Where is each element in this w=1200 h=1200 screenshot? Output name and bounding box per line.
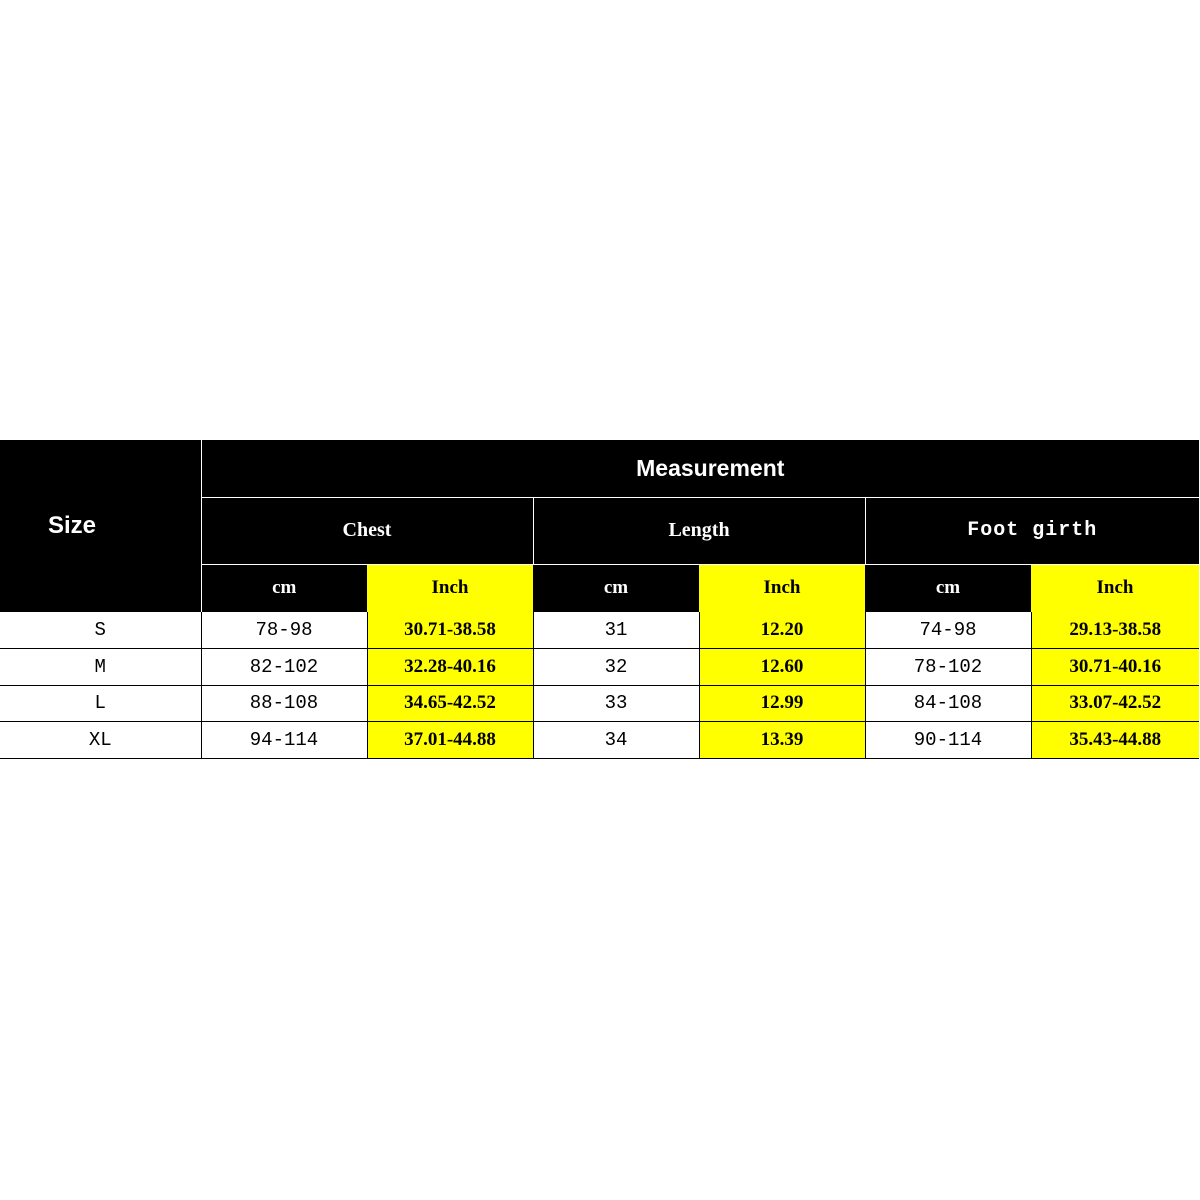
chest-inch-cell: 30.71-38.58 <box>367 612 533 649</box>
foot-girth-cm-cell: 84-108 <box>865 685 1031 722</box>
size-cell: L <box>0 685 201 722</box>
foot-girth-inch-cell: 30.71-40.16 <box>1031 649 1199 686</box>
length-cm-cell: 33 <box>533 685 699 722</box>
foot-girth-cm-cell: 78-102 <box>865 649 1031 686</box>
table-row-m <box>0 649 1199 686</box>
length-inch-cell: 12.99 <box>699 685 865 722</box>
chest-cm-unit: cm <box>201 564 367 612</box>
measurement-header: Measurement <box>201 440 1199 497</box>
foot-girth-inch-cell: 29.13-38.58 <box>1031 612 1199 649</box>
chest-cm-cell: 88-108 <box>201 685 367 722</box>
table-row-xl <box>0 722 1199 759</box>
size-column-header: Size <box>0 440 201 612</box>
foot-girth-inch-cell: 35.43-44.88 <box>1031 722 1199 759</box>
size-cell: M <box>0 649 201 686</box>
size-cell: XL <box>0 722 201 759</box>
length-inch-cell: 13.39 <box>699 722 865 759</box>
size-chart <box>0 440 1199 759</box>
chest-inch-unit: Inch <box>367 564 533 612</box>
table-row-s <box>0 612 1199 649</box>
foot-girth-inch-unit: Inch <box>1031 564 1199 612</box>
chest-inch-cell: 37.01-44.88 <box>367 722 533 759</box>
foot-girth-cm-cell: 74-98 <box>865 612 1031 649</box>
chest-header: Chest <box>201 497 533 564</box>
length-cm-cell: 31 <box>533 612 699 649</box>
chest-cm-cell: 78-98 <box>201 612 367 649</box>
chest-cm-cell: 94-114 <box>201 722 367 759</box>
size-chart-table <box>0 440 1199 759</box>
chest-cm-cell: 82-102 <box>201 649 367 686</box>
length-header: Length <box>533 497 865 564</box>
length-cm-cell: 32 <box>533 649 699 686</box>
foot-girth-header: Foot girth <box>865 497 1199 564</box>
foot-girth-inch-cell: 33.07-42.52 <box>1031 685 1199 722</box>
table-row-l <box>0 685 1199 722</box>
length-inch-cell: 12.60 <box>699 649 865 686</box>
foot-girth-cm-cell: 90-114 <box>865 722 1031 759</box>
length-inch-cell: 12.20 <box>699 612 865 649</box>
length-inch-unit: Inch <box>699 564 865 612</box>
length-cm-cell: 34 <box>533 722 699 759</box>
length-cm-unit: cm <box>533 564 699 612</box>
foot-girth-cm-unit: cm <box>865 564 1031 612</box>
size-cell: S <box>0 612 201 649</box>
chest-inch-cell: 32.28-40.16 <box>367 649 533 686</box>
chest-inch-cell: 34.65-42.52 <box>367 685 533 722</box>
